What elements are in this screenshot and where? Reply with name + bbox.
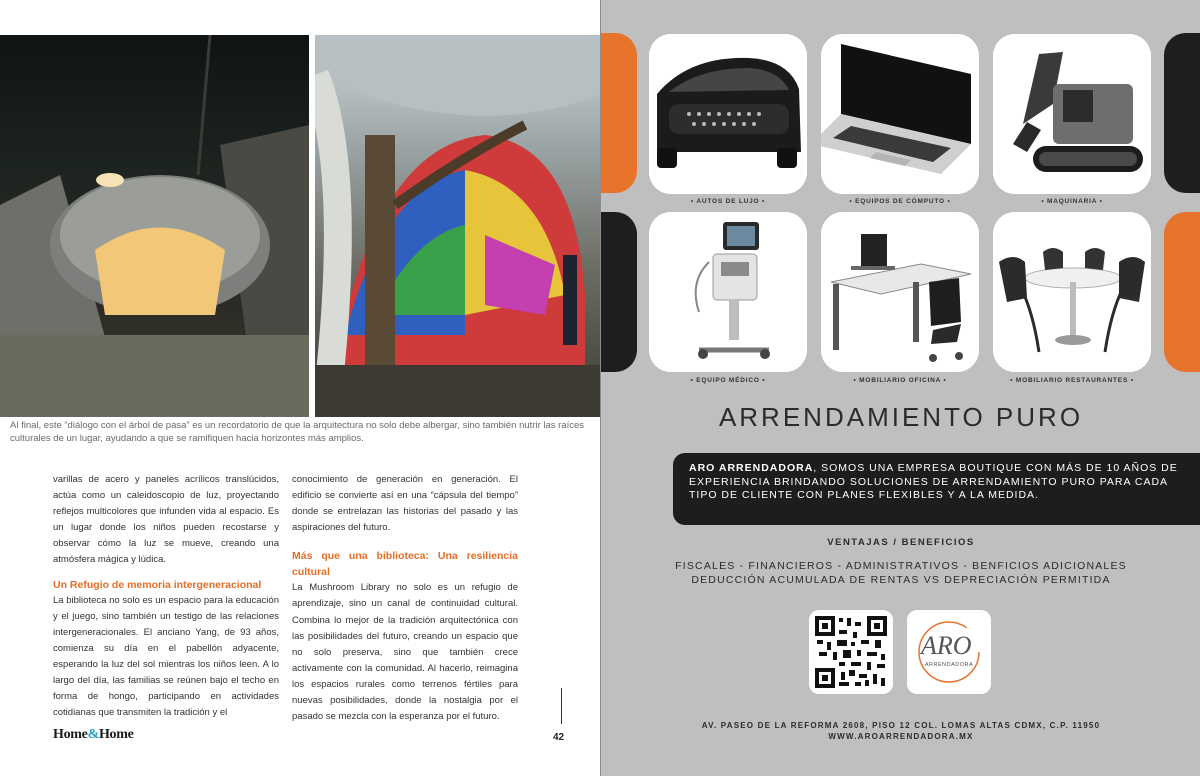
- paragraph: conocimiento de generación en generación. El edificio se convierte así en una “cápsula del tiempo” donde se entrelazan las historias del pasado y las aspiraciones del futuro.: [292, 474, 518, 534]
- decorative-tab: [601, 33, 637, 193]
- product-card-maquinaria: [993, 34, 1151, 194]
- card-label: • EQUIPOS DE CÓMPUTO •: [849, 198, 951, 205]
- paragraph: La Mushroom Library no solo es un refugio de aprendizaje, sino un canal de continuidad cultural. Combina lo mejor de la tradición arquitectónica con las posibilidades del futuro, creando un espacio que no solo preserva, sino que también crece activamente con la comunidad. Al hacerlo, reimagina los espacios rurales como terrenos fértiles para nuevas posibilidades, donde la nostalgia por el pasado se mezcla con la esperanza por el futuro.: [292, 582, 518, 723]
- advertisement-page: [600, 0, 1200, 776]
- decorative-tab: [1164, 212, 1200, 372]
- product-card-restaurantes: [993, 212, 1151, 372]
- product-card-computo: [821, 34, 979, 194]
- svg-text:ARO: ARO: [921, 631, 972, 660]
- decorative-tab: [601, 212, 637, 372]
- brand-text: Home: [98, 727, 134, 742]
- subheading: Más que una biblioteca: Una resiliencia cultural: [292, 550, 518, 579]
- card-label: • MAQUINARIA •: [1041, 198, 1103, 205]
- company-description-band: [673, 453, 1200, 525]
- brand-text: Home: [53, 727, 88, 742]
- benefits-line: DEDUCCIÓN ACUMULADA DE RENTAS VS DEPRECIACIÓN PERMITIDA: [691, 573, 1111, 586]
- page-number: 42: [553, 732, 565, 743]
- medical-equipment-icon: [649, 212, 807, 372]
- mushroom-library-night-photo: [0, 35, 309, 417]
- office-desk-icon: [821, 212, 979, 372]
- car-icon: [649, 34, 807, 194]
- colorful-dome-photo: [315, 35, 600, 417]
- laptop-icon: [821, 34, 979, 194]
- card-label: • EQUIPO MÉDICO •: [690, 377, 766, 384]
- article-column-2: [292, 472, 518, 725]
- card-label: • AUTOS DE LUJO •: [690, 198, 766, 205]
- company-description: , SOMOS UNA EMPRESA BOUTIQUE CON MÁS DE 10 AÑOS DE EXPERIENCIA BRINDANDO SOLUCIONES DE ARRENDAMIENTO PURO PARA CADA TIPO DE CLIENTE CON PLANES FLEXIBLES Y A LA MEDIDA.: [689, 462, 1178, 501]
- contact-info: [601, 720, 1200, 742]
- paragraph: La biblioteca no solo es un espacio para la educación y el juego, sino también un testigo de las relaciones intergeneracionales. El anciano Yang, de 93 años, comienza su día en el pabellón adyacente, esperando la luz del sol mientras los niños leen. A lo largo del día, las familias se reúnen bajo el techo en forma de hongo, participando en actividades cotidianas que transmiten la tradición y el: [53, 594, 279, 719]
- benefits-title: VENTAJAS / BENEFICIOS: [827, 537, 975, 548]
- product-card-medico: [649, 212, 807, 372]
- excavator-icon: [993, 34, 1151, 194]
- benefits-list: [601, 560, 1200, 587]
- address: AV. PASEO DE LA REFORMA 2608, PISO 12 COL. LOMAS ALTAS CDMX, C.P. 11950: [701, 721, 1101, 730]
- restaurant-table-icon: [993, 212, 1151, 372]
- subheading: Un Refugio de memoria intergeneracional: [53, 578, 262, 591]
- article-column-1: [53, 472, 279, 721]
- ad-headline: ARRENDAMIENTO PURO: [718, 402, 1084, 432]
- divider: [561, 688, 562, 724]
- magazine-logo: [53, 727, 134, 743]
- aro-logo: [907, 610, 991, 694]
- company-name: ARO ARRENDADORA: [689, 462, 814, 474]
- brand-ampersand: &: [87, 727, 99, 742]
- card-label: • MOBILIARIO RESTAURANTES •: [1010, 377, 1134, 384]
- qr-code[interactable]: [809, 610, 893, 694]
- qr-code-icon: [809, 610, 893, 694]
- benefits-line: FISCALES - FINANCIEROS - ADMINISTRATIVOS - BENFICIOS ADICIONALES: [675, 560, 1127, 572]
- card-label: • MOBILIARIO OFICINA •: [853, 377, 947, 384]
- photo-caption: Al final, este “diálogo con el árbol de pasa” es un recordatorio de que la arquitectura no solo debe albergar, sino también nutrir las raíces culturales de un lugar, ayudando a que se ramifiquen hacia horizontes más amplios.: [10, 420, 585, 444]
- aro-logo-icon: [907, 610, 991, 694]
- svg-text:ARRENDADORA: ARRENDADORA: [924, 662, 974, 668]
- website-link[interactable]: WWW.AROARRENDADORA.MX: [828, 732, 974, 741]
- product-card-oficina: [821, 212, 979, 372]
- decorative-tab: [1164, 33, 1200, 193]
- product-card-autos: [649, 34, 807, 194]
- paragraph: varillas de acero y paneles acrílicos translúcidos, actúa como un caleidoscopio de luz, proyectando reflejos multicolores que infunden vida al espacio. Es un lugar donde los niños pueden recostarse y observar cómo la luz se mueve, creando una atmósfera mágica y lúdica.: [53, 474, 279, 566]
